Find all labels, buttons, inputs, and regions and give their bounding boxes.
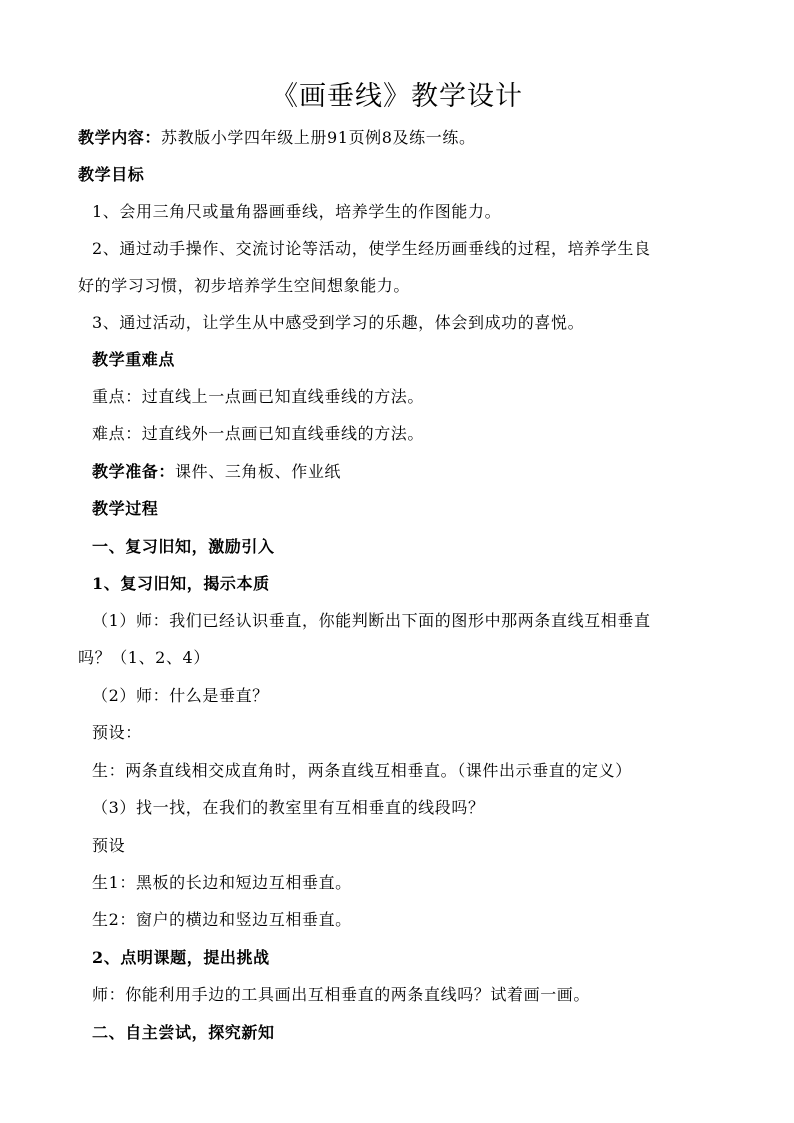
- answer-2: 生1：黑板的长边和短边互相垂直。: [92, 873, 352, 892]
- teaching-content-text: 苏教版小学四年级上册91页例8及练一练。: [161, 128, 476, 147]
- answer-3: 生2：窗户的横边和竖边互相垂直。: [92, 910, 352, 929]
- document-title: 《画垂线》教学设计: [271, 81, 523, 112]
- section-2-heading: 二、自主尝试，探究新知: [92, 1023, 275, 1042]
- answer-1: 生：两条直线相交成直角时，两条直线互相垂直。（课件出示垂直的定义）: [92, 761, 632, 780]
- subsection-2-heading: 2、点明课题，提出挑战: [92, 948, 270, 967]
- question-3: （3）找一找，在我们的教室里有互相垂直的线段吗？: [92, 798, 485, 817]
- preset-2: 预设: [92, 836, 126, 855]
- question-2: （2）师：什么是垂直？: [92, 686, 269, 705]
- teaching-content-line: [78, 128, 476, 148]
- objective-2-line-1: 2、通过动手操作、交流讨论等活动，使学生经历画垂线的过程，培养学生良: [92, 239, 651, 258]
- preparation-text: 课件、三角板、作业纸: [175, 462, 342, 481]
- process-heading: 教学过程: [92, 499, 159, 518]
- objective-1: 1、会用三角尺或量角器画垂线，培养学生的作图能力。: [92, 202, 502, 221]
- subsection-1-heading: 1、复习旧知，揭示本质: [92, 574, 270, 593]
- section-1-heading: 一、复习旧知，激励引入: [92, 537, 275, 556]
- objectives-heading: 教学目标: [78, 165, 145, 184]
- preparation-line: [92, 462, 341, 482]
- objective-2-line-2: 好的学习习惯，初步培养学生空间想象能力。: [78, 276, 411, 295]
- objective-3: 3、通过活动，让学生从中感受到学习的乐趣，体会到成功的喜悦。: [92, 313, 585, 332]
- key-point: 重点：过直线上一点画已知直线垂线的方法。: [92, 387, 425, 406]
- key-points-heading: 教学重难点: [92, 350, 176, 369]
- teaching-content-label: 教学内容：: [78, 128, 162, 147]
- teacher-line: 师：你能利用手边的工具画出互相垂直的两条直线吗？试着画一画。: [92, 985, 591, 1004]
- preset-1: 预设：: [92, 723, 142, 742]
- question-1-line-1: （1）师：我们已经认识垂直，你能判断出下面的图形中那两条直线互相垂直: [92, 611, 651, 630]
- preparation-label: 教学准备：: [92, 462, 176, 481]
- question-1-line-2: 吗？（1、2、4）: [78, 648, 210, 667]
- difficult-point: 难点：过直线外一点画已知直线垂线的方法。: [92, 424, 425, 443]
